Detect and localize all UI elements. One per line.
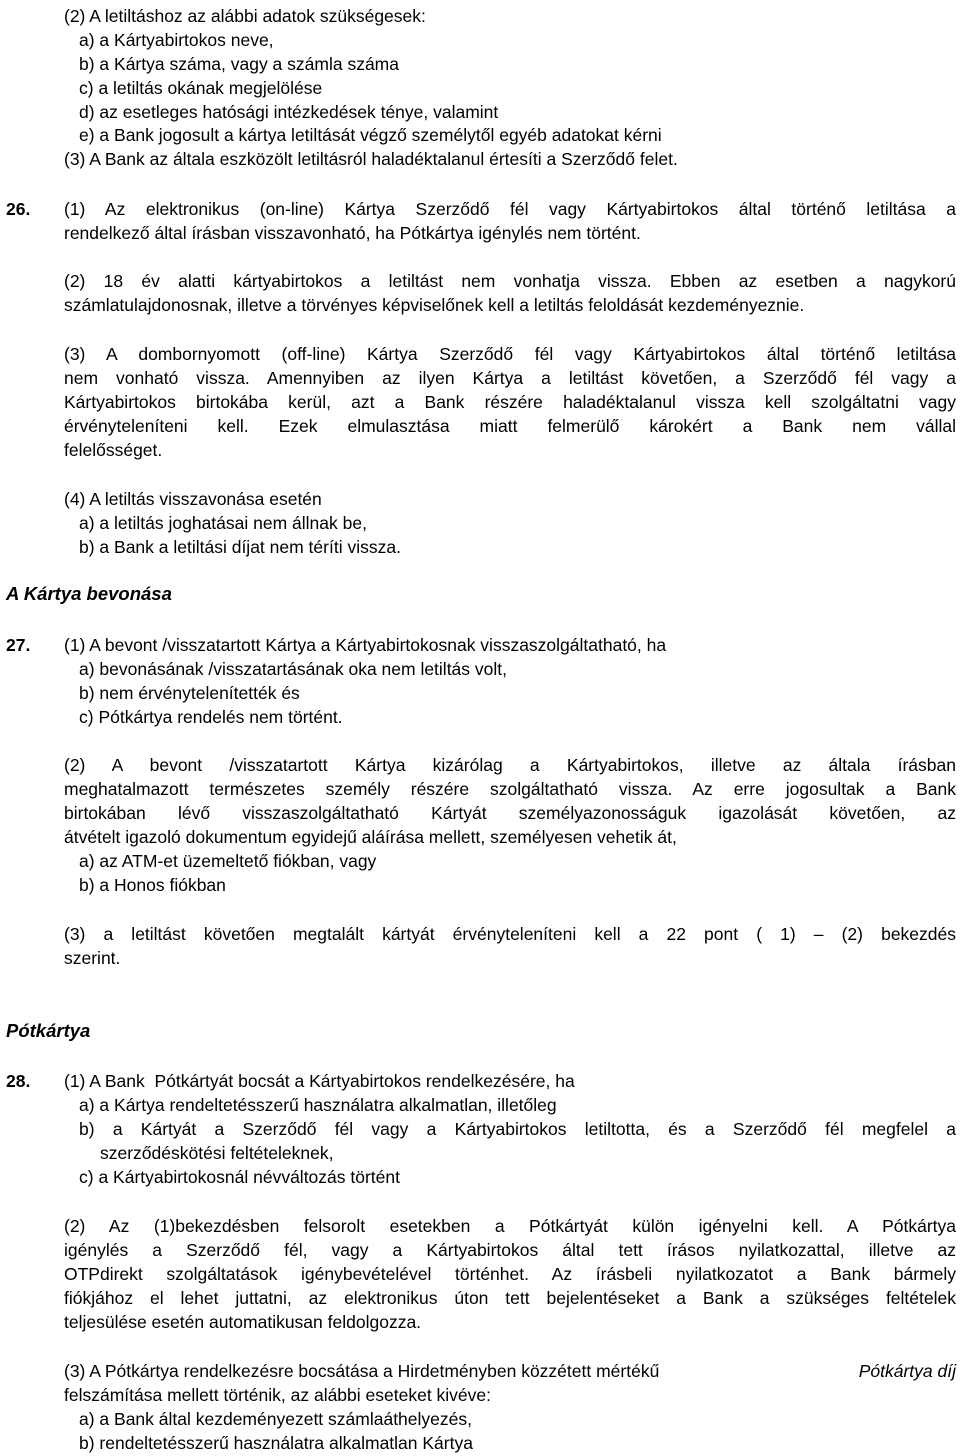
list-item-b: b) a Kártya száma, vagy a számla száma bbox=[79, 54, 399, 74]
list-item-e: e) a Bank jogosult a kártya letiltását végző személytől egyéb adatokat kérni bbox=[79, 125, 662, 145]
heading-potkartya: Pótkártya bbox=[6, 1020, 91, 1041]
s26-p4-item-b: b) a Bank a letiltási díjat nem téríti vissza. bbox=[79, 537, 401, 557]
s27-p3-line2: szerint. bbox=[64, 948, 121, 968]
s26-p1-line1: (1) Az elektronikus (on-line) Kártya Szerződő fél vagy Kártyabirtokos által történő letiltása a bbox=[64, 199, 956, 219]
list-item-c: c) a letiltás okának megjelölése bbox=[79, 78, 323, 98]
s28-p3-item-b: b) rendeltetésszerű használatra alkalmatlan Kártya bbox=[79, 1433, 473, 1453]
s27-p1-item-a: a) bevonásának /visszatartásának oka nem letiltás volt, bbox=[79, 659, 507, 679]
s27-p2-item-b: b) a Honos fiókban bbox=[79, 875, 226, 895]
s28-p3-line2: felszámítása mellett történik, az alábbi eseteket kivéve: bbox=[64, 1385, 492, 1405]
s28-p3-line1 bbox=[64, 1359, 956, 1383]
s28-p1-item-c: c) a Kártyabirtokosnál névváltozás történt bbox=[79, 1167, 400, 1187]
s28-p2-line1: (2) Az (1)bekezdésben felsorolt esetekben a Pótkártyát külön igényelni kell. A Pótkártya bbox=[64, 1216, 956, 1236]
s26-p2-line2: számlatulajdonosnak, illetve a törvényes képviselőnek kell a letiltás feloldását kezdeményeznie. bbox=[64, 295, 805, 315]
s27-p1-item-c: c) Pótkártya rendelés nem történt. bbox=[79, 707, 343, 727]
list-item-a: a) a Kártyabirtokos neve, bbox=[79, 30, 274, 50]
s26-p1-line2: rendelkező által írásban visszavonható, ha Pótkártya igénylés nem történt. bbox=[64, 223, 641, 243]
s27-p2-item-a: a) az ATM-et üzemeltető fiókban, vagy bbox=[79, 851, 377, 871]
s27-p2-line1: (2) A bevont /visszatartott Kártya kizárólag a Kártyabirtokos, illetve az általa írásban bbox=[64, 755, 956, 775]
s27-p1-line1: (1) A bevont /visszatartott Kártya a Kártyabirtokosnak visszaszolgáltatható, ha bbox=[64, 635, 667, 655]
s27-p2-line3: birtokában lévő visszaszolgáltatható Kártyát személyazonosságuk igazolását követően, az bbox=[64, 803, 956, 823]
s27-p1-item-b: b) nem érvénytelenítették és bbox=[79, 683, 300, 703]
s28-p2-line5: teljesülése esetén automatikusan feldolgozza. bbox=[64, 1312, 422, 1332]
s28-p1-line1: (1) A Bank Pótkártyát bocsát a Kártyabirtokos rendelkezésére, ha bbox=[64, 1071, 575, 1091]
s28-p2-line2: igénylés a Szerződő fél, vagy a Kártyabirtokos által tett írásos nyilatkozattal, illetve az bbox=[64, 1240, 956, 1260]
s28-p1-item-b-line2: szerződéskötési feltételeknek, bbox=[100, 1143, 334, 1163]
heading-kartya-bevonasa: A Kártya bevonása bbox=[6, 583, 172, 604]
s26-p2-line1: (2) 18 év alatti kártyabirtokos a letiltást nem vonhatja vissza. Ebben az esetben a nagykorú bbox=[64, 271, 956, 291]
s26-p3-line5: felelősséget. bbox=[64, 440, 163, 460]
s27-p2-line2: meghatalmazott természetes személy részére szolgáltatható vissza. Az erre jogosultak a Bank bbox=[64, 779, 956, 799]
para-letiltas-adatok: (2) A letiltáshoz az alábbi adatok szükségesek: bbox=[64, 6, 426, 26]
section-number-28: 28. bbox=[6, 1071, 31, 1091]
s27-p2-line4: átvételt igazoló dokumentum egyidejű aláírása mellett, személyesen vehetik át, bbox=[64, 827, 677, 847]
para-3-ertesites: (3) A Bank az általa eszközölt letiltásról haladéktalanul értesíti a Szerződő felet. bbox=[64, 149, 678, 169]
s28-p1-item-b-line1: b) a Kártyát a Szerződő fél vagy a Kártyabirtokos letiltotta, és a Szerződő fél megfelel a bbox=[79, 1119, 956, 1139]
s26-p4-line1: (4) A letiltás visszavonása esetén bbox=[64, 489, 322, 509]
s27-p3-line1: (3) a letiltást követően megtalált kártyát érvényteleníteni kell a 22 pont ( 1) – (2) bekezdés bbox=[64, 924, 956, 944]
s28-p3-item-a: a) a Bank által kezdeményezett számlaáthelyezés, bbox=[79, 1409, 472, 1429]
s28-p3-line1-italic: Pótkártya díj bbox=[858, 1361, 956, 1381]
s28-p2-line3: OTPdirekt szolgáltatások igénybevételével történhet. Az írásbeli nyilatkozatot a Bank bármely bbox=[64, 1264, 956, 1284]
list-item-d: d) az esetleges hatósági intézkedések ténye, valamint bbox=[79, 102, 499, 122]
section-number-26: 26. bbox=[6, 199, 31, 219]
s26-p3-line4: érvényteleníteni kell. Ezek elmulasztása miatt felmerülő károkért a Bank nem vállal bbox=[64, 416, 956, 436]
s26-p3-line1: (3) A dombornyomott (off-line) Kártya Szerződő fél vagy Kártyabirtokos által történő letiltása bbox=[64, 344, 956, 364]
s28-p2-line4: fiókjához el lehet juttatni, az elektronikus úton tett bejelentéseket a Bank a szükséges feltételek bbox=[64, 1288, 956, 1308]
s28-p1-item-a: a) a Kártya rendeltetésszerű használatra alkalmatlan, illetőleg bbox=[79, 1095, 557, 1115]
section-number-27: 27. bbox=[6, 635, 31, 655]
s26-p3-line3: Kártyabirtokos birtokába kerül, azt a Bank részére haladéktalanul vissza kell szolgáltatni vagy bbox=[64, 392, 956, 412]
s28-p3-line1-text: (3) A Pótkártya rendelkezésre bocsátása a Hirdetményben közzétett mértékű bbox=[64, 1361, 660, 1381]
s26-p4-item-a: a) a letiltás joghatásai nem állnak be, bbox=[79, 513, 367, 533]
s26-p3-line2: nem vonható vissza. Amennyiben az ilyen Kártya a letiltást követően, a Szerződő fél vagy a bbox=[64, 368, 956, 388]
